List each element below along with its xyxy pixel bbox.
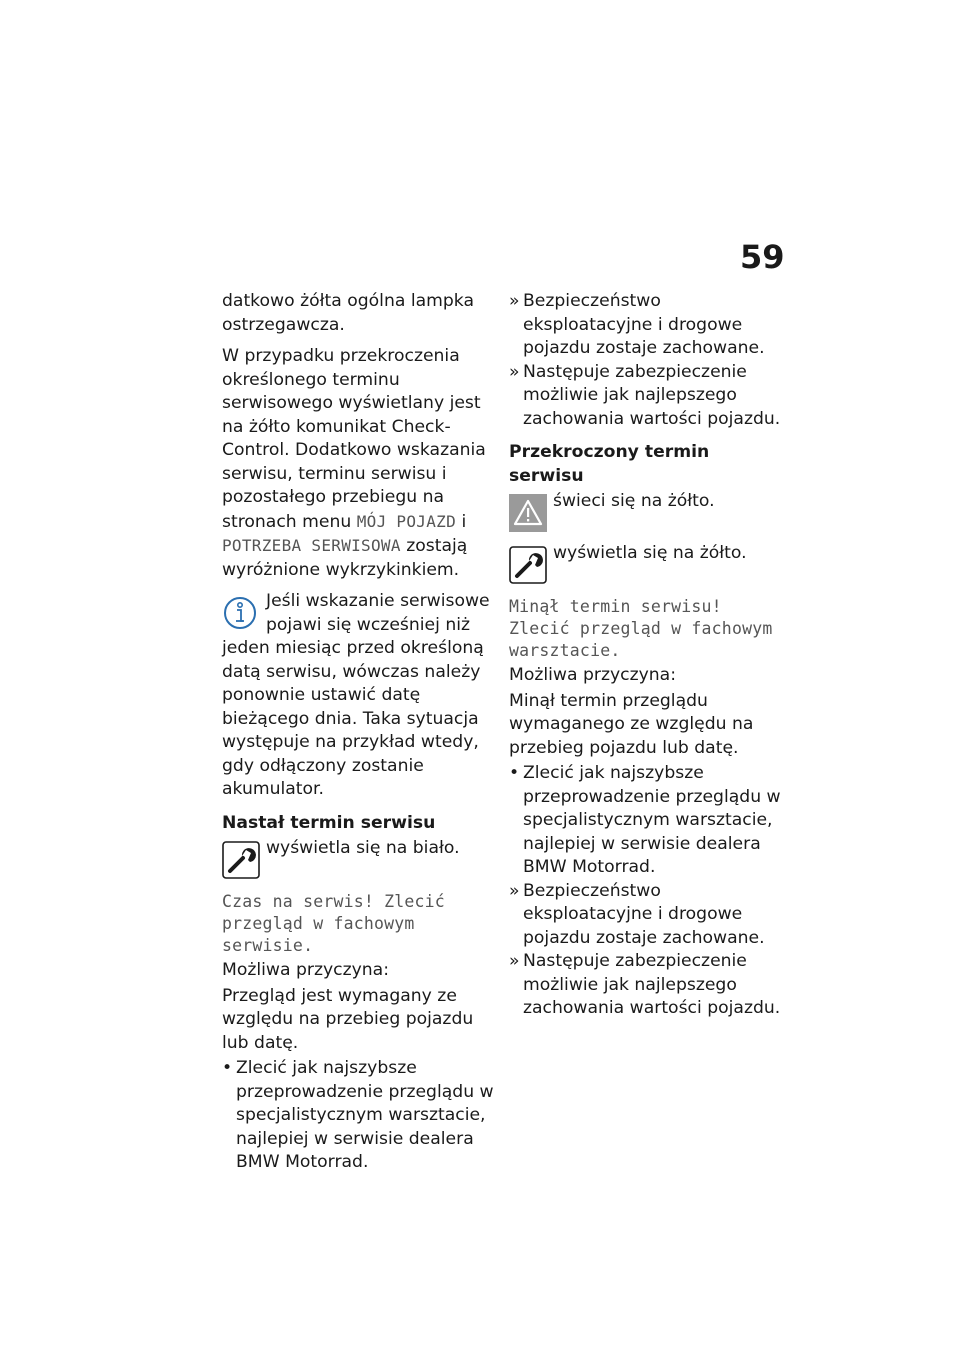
menu-name-my-vehicle: MÓJ POJAZD [356,511,457,531]
wrench-icon [222,841,260,879]
possible-cause-text: Minął termin przeglądu wymaganego ze względu na przebieg pojazdu lub datę. [509,690,754,758]
bullet-mark: • [509,763,520,783]
action-list [509,762,781,1021]
info-note [222,590,494,802]
service-due-indicator-text: wyświetla się na biało. [266,838,460,858]
action-list [222,1057,494,1175]
display-message-service-overdue: Minął termin serwisu! Zlecić przegląd w fachowym warsztacie. [509,597,773,660]
result-item: » Bezpieczeństwo eksploatacyjne i drogowe pojazdu zostaje zachowane. [509,291,765,358]
possible-cause-text: Przegląd jest wymagany ze względu na przebieg pojazdu lub datę. [222,985,474,1053]
section-heading-service-overdue: Przekroczony termin serwisu [509,442,710,486]
page-number: 59 [740,238,785,276]
display-message-service-due: Czas na serwis! Zlecić przegląd w fachowym serwisie. [222,892,445,955]
possible-cause-label: Możliwa przyczyna: [222,960,389,980]
section-heading-service-due: Nastał termin serwisu [222,812,436,833]
result-mark: » [509,951,520,971]
info-note-text: Jeśli wskazanie serwisowe pojawi się wcześniej niż jeden miesiąc przed określoną datą serwisu, wówczas należy ponownie ustawić datę bieżącego dnia. Taka sytuacja występuje na przykład wtedy, gdy odłączony zostanie akumulator. [222,591,490,799]
result-item: » Bezpieczeństwo eksploatacyjne i drogowe pojazdu zostaje zachowane. [509,880,765,948]
action-item: • Zlecić jak najszybsze przeprowadzenie przeglądu w specjalistycznym warsztacie, najlepiej w serwisie dealera BMW Motorrad. [509,763,781,877]
menu-name-service-needs: POTRZEBA SERWISOWA [222,536,401,555]
wrench-icon [509,546,547,584]
result-list [509,290,781,431]
service-due-indicator [222,837,494,879]
possible-cause-label: Możliwa przyczyna: [509,665,676,685]
service-paragraph: W przypadku przekroczenia określonego terminu serwisowego wyświetlany jest na żółto komunikat Check-Control. Dodatkowo wskazania serwisu, terminu serwisu i pozostałego przebiegu na stronach menu MÓJ POJAZD i POTRZEBA SERWISOWA zostają wyróżnione wykrzykinkiem. [222,346,486,580]
info-icon [222,593,258,633]
intro-paragraph: datkowo żółta ogólna lampka ostrzegawcza. [222,291,474,335]
action-item: • Zlecić jak najszybsze przeprowadzenie przeglądu w specjalistycznym warsztacie, najlepiej w serwisie dealera BMW Motorrad. [222,1058,494,1172]
bullet-mark: • [222,1058,233,1078]
left-column [222,290,494,1181]
overdue-warning-text: świeci się na żółto. [553,491,715,511]
overdue-warning-indicator [509,490,781,532]
overdue-wrench-indicator [509,542,781,584]
result-mark: » [509,361,520,382]
overdue-wrench-text: wyświetla się na żółto. [553,543,747,563]
result-item: » Następuje zabezpieczenie możliwie jak najlepszego zachowania wartości pojazdu. [509,951,781,1018]
result-mark: » [509,291,520,311]
warning-triangle-icon [509,494,547,532]
right-column [509,290,781,1027]
result-mark: » [509,880,520,901]
result-item: » Następuje zabezpieczenie możliwie jak najlepszego zachowania wartości pojazdu. [509,361,781,429]
